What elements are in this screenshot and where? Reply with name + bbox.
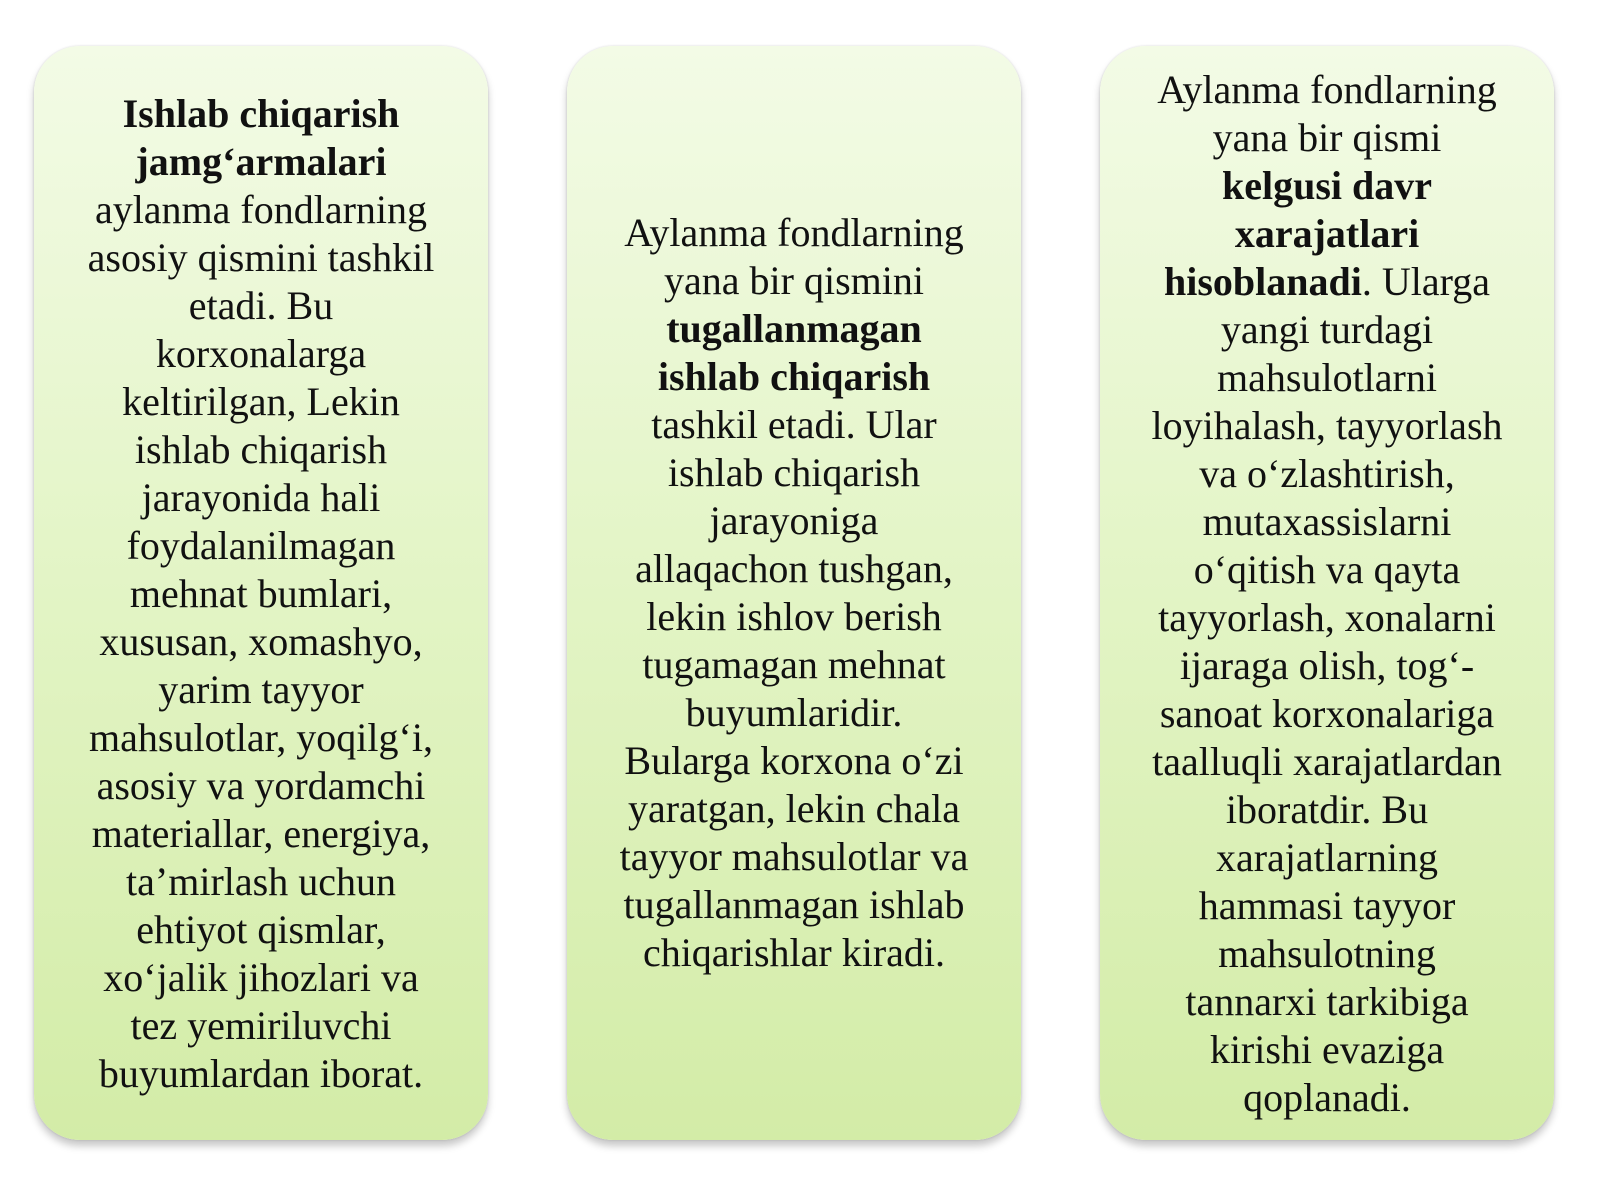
body-text: tayyor mahsulotlar va	[619, 834, 969, 879]
text-line	[99, 618, 422, 666]
text-line	[686, 689, 903, 737]
bold-term: kelgusi davr	[1221, 163, 1433, 208]
body-text: ta’mirlash uchun	[126, 859, 396, 904]
body-text: mahsulotning	[1218, 931, 1436, 976]
text-line	[624, 209, 964, 257]
text-line	[88, 234, 435, 282]
body-text: buyumlardan iborat.	[98, 1051, 424, 1096]
body-text: hammasi tayyor	[1198, 883, 1456, 928]
text-line	[142, 474, 381, 522]
text-line	[651, 401, 936, 449]
text-line	[1243, 1074, 1411, 1122]
body-text: mahsulotlarni	[1217, 355, 1437, 400]
bold-term: tugallanmagan	[666, 306, 922, 351]
body-text: yangi turdagi	[1220, 307, 1434, 352]
bold-term: hisoblanadi	[1164, 259, 1362, 304]
body-text: allaqachon tushgan,	[635, 546, 953, 591]
body-text: loyihalash, tayyorlash	[1151, 403, 1503, 448]
card-unfinished-production	[567, 46, 1021, 1140]
body-text: ishlab chiqarish	[134, 427, 388, 472]
text-line	[103, 954, 418, 1002]
text-line	[1235, 210, 1419, 258]
text-line	[1157, 66, 1497, 114]
body-text: va o‘zlashtirish,	[1199, 451, 1455, 496]
body-text: ehtiyot qismlar,	[136, 907, 386, 952]
text-line	[635, 545, 953, 593]
text-line	[135, 426, 387, 474]
text-line	[1216, 834, 1438, 882]
body-text: . Ularga	[1361, 259, 1490, 304]
text-line	[135, 138, 386, 186]
body-text: ishlab chiqarish	[667, 450, 921, 495]
body-text: materiallar, energiya,	[91, 811, 431, 856]
body-text: tannarxi tarkibiga	[1185, 979, 1469, 1024]
body-text: asosiy va yordamchi	[96, 763, 426, 808]
body-text: lekin ishlov berish	[646, 594, 942, 639]
text-line	[620, 833, 969, 881]
body-text: etadi. Bu	[188, 283, 334, 328]
body-text: Aylanma fondlarning	[1157, 67, 1497, 112]
text-line	[1164, 258, 1490, 306]
text-line	[1218, 930, 1436, 978]
body-text: mutaxassislarni	[1202, 499, 1452, 544]
body-text: kirishi evaziga	[1209, 1027, 1445, 1072]
text-line	[189, 282, 333, 330]
text-line	[1180, 642, 1474, 690]
body-text: tugallanmagan ishlab	[623, 882, 965, 927]
text-line	[122, 378, 400, 426]
body-text: jarayoniga	[709, 498, 879, 543]
text-line	[1222, 162, 1432, 210]
body-text: mehnat bumlari,	[129, 571, 393, 616]
text-line	[666, 305, 922, 353]
body-text: xususan, xomashyo,	[99, 619, 423, 664]
body-text: iboratdir. Bu	[1225, 787, 1429, 832]
body-text: yarim tayyor	[158, 667, 364, 712]
bold-term: jamg‘armalari	[135, 139, 387, 184]
text-line	[1199, 882, 1456, 930]
text-line	[646, 593, 942, 641]
text-line	[123, 90, 400, 138]
text-line	[664, 257, 924, 305]
text-line	[1226, 786, 1428, 834]
text-line	[136, 906, 385, 954]
body-text: korxonalarga	[155, 331, 367, 376]
body-text: xarajatlarning	[1215, 835, 1439, 880]
text-line	[1185, 978, 1468, 1026]
card-production-stocks	[34, 46, 488, 1140]
text-line	[127, 522, 396, 570]
card-future-period-expenses	[1100, 46, 1554, 1140]
body-text: buyumlaridir.	[685, 690, 903, 735]
text-line	[1213, 114, 1442, 162]
body-text: yana bir qismi	[1212, 115, 1442, 160]
text-line	[1160, 690, 1494, 738]
body-text: xo‘jalik jihozlari va	[103, 955, 419, 1000]
body-text: taalluqli xarajatlardan	[1152, 739, 1502, 784]
text-line	[1199, 450, 1455, 498]
body-text: yana bir qismini	[664, 258, 924, 303]
body-text: mahsulotlar, yoqilg‘i,	[89, 715, 433, 760]
body-text: tayyorlash, xonalarni	[1158, 595, 1496, 640]
body-text: jarayonida hali	[141, 475, 381, 520]
body-text: yaratgan, lekin chala	[627, 786, 961, 831]
text-line	[1194, 546, 1461, 594]
text-line	[126, 858, 396, 906]
text-line	[623, 881, 964, 929]
body-text: ijaraga olish, tog‘-	[1179, 643, 1475, 688]
body-text: sanoat korxonalariga	[1159, 691, 1495, 736]
body-text: keltirilgan, Lekin	[122, 379, 400, 424]
bold-term: xarajatlari	[1234, 211, 1420, 256]
text-line	[130, 570, 392, 618]
text-line	[628, 785, 960, 833]
text-line	[624, 737, 963, 785]
text-line	[1203, 498, 1452, 546]
text-line	[95, 186, 427, 234]
text-line	[89, 714, 433, 762]
text-line	[658, 353, 930, 401]
body-text: Aylanma fondlarning	[624, 210, 964, 255]
text-line	[643, 929, 945, 977]
body-text: aylanma fondlarning	[94, 187, 428, 232]
text-line	[1151, 402, 1502, 450]
text-line	[1158, 594, 1496, 642]
body-text: Bularga korxona o‘zi	[624, 738, 964, 783]
body-text: qoplanadi.	[1243, 1075, 1411, 1120]
text-line	[97, 762, 426, 810]
text-line	[1217, 354, 1437, 402]
text-line	[642, 641, 945, 689]
body-text: tugamagan mehnat	[642, 642, 946, 687]
text-line	[99, 1050, 423, 1098]
text-line	[710, 497, 879, 545]
body-text: tashkil etadi. Ular	[651, 402, 937, 447]
body-text: asosiy qismini tashkil	[87, 235, 435, 280]
text-line	[130, 1002, 391, 1050]
text-line	[1152, 738, 1502, 786]
text-line	[156, 330, 366, 378]
text-line	[1221, 306, 1433, 354]
body-text: foydalanilmagan	[126, 523, 396, 568]
bold-term: ishlab chiqarish	[657, 354, 931, 399]
bold-term: Ishlab chiqarish	[122, 91, 400, 136]
text-line	[1210, 1026, 1444, 1074]
body-text: o‘qitish va qayta	[1193, 547, 1461, 592]
text-line	[158, 666, 364, 714]
text-line	[92, 810, 431, 858]
body-text: tez yemiriluvchi	[130, 1003, 392, 1048]
text-line	[668, 449, 920, 497]
body-text: chiqarishlar kiradi.	[642, 930, 946, 975]
